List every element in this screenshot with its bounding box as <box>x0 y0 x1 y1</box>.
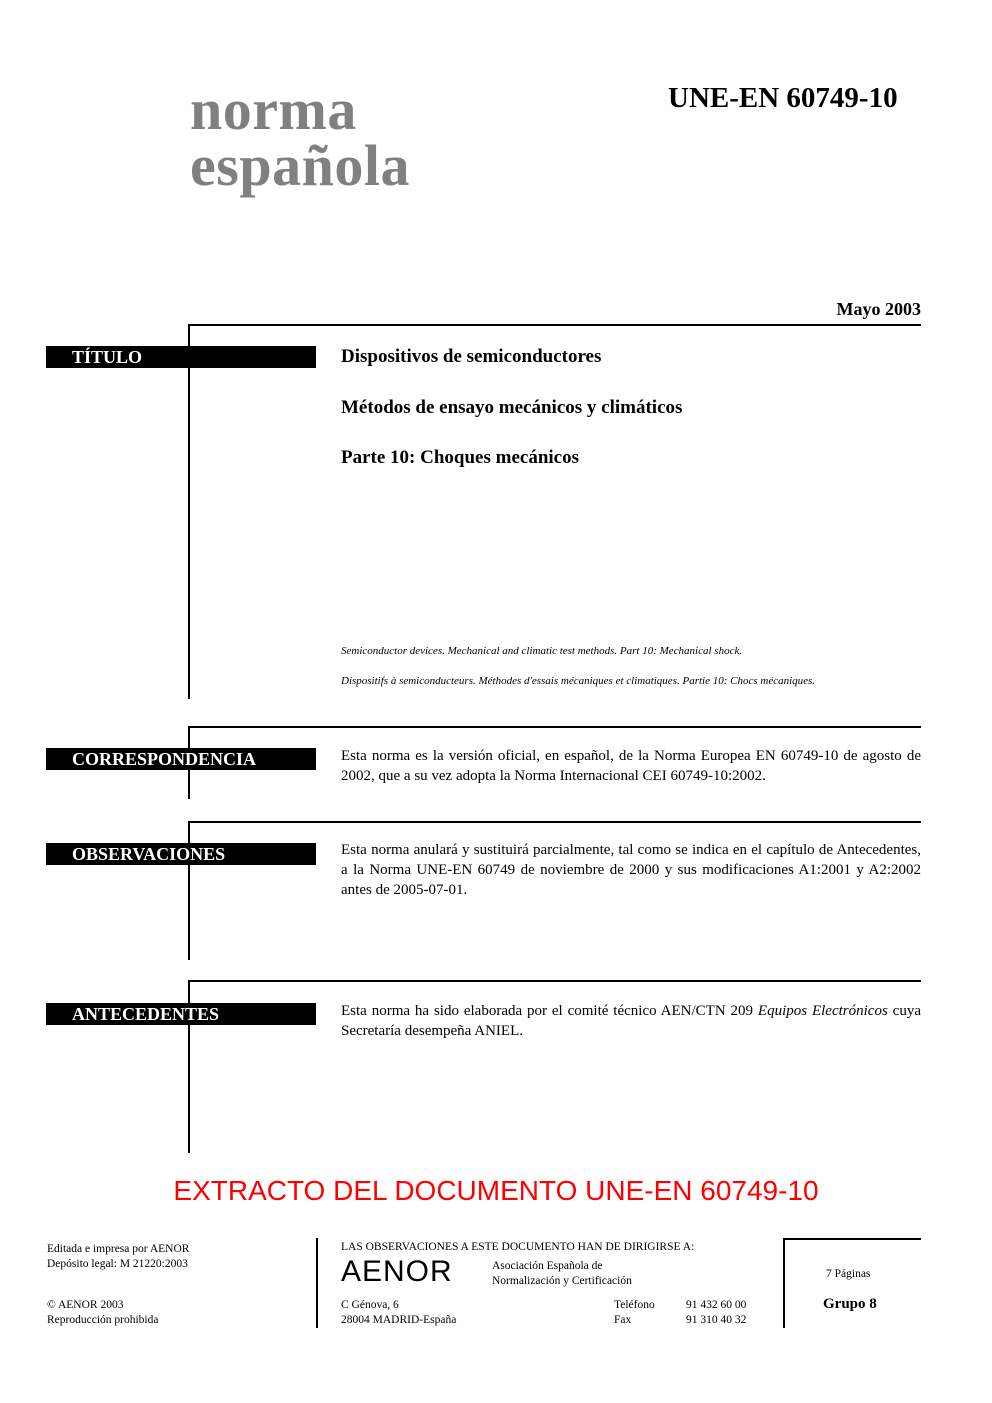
footer-org-line2: Normalización y Certificación <box>492 1275 632 1287</box>
footer-fax-value: 91 310 40 32 <box>686 1314 747 1326</box>
correspondencia-text: Esta norma es la versión oficial, en español, de la Norma Europea EN 60749-10 de agosto de 2002, que a su vez adopta la Norma Internacional CEI 60749-10:2002. <box>341 748 921 784</box>
footer-publisher-block <box>47 1242 189 1272</box>
extract-notice: EXTRACTO DEL DOCUMENTO UNE-EN 60749-10 <box>173 1175 819 1206</box>
footer-reproduction: Reproducción prohibida <box>47 1314 159 1326</box>
divider-correspondencia <box>188 726 921 728</box>
norma-line2: española <box>190 133 410 198</box>
footer-org-line1: Asociación Española de <box>492 1260 603 1272</box>
footer-fax-label: Fax <box>614 1314 632 1326</box>
footer-org-name <box>492 1259 632 1289</box>
french-title: Dispositifs à semiconducteurs. Méthodes d'essais mécaniques et climatiques. Partie 10: Chocs mécaniques. <box>341 675 816 687</box>
antecedentes-committee-name: Equipos Electrónicos <box>757 1003 888 1019</box>
vertical-rule-titulo <box>188 324 190 699</box>
footer-address <box>341 1298 456 1328</box>
footer-legal-deposit: Depósito legal: M 21220:2003 <box>47 1258 188 1270</box>
title-line-1: Dispositivos de semiconductores <box>341 346 602 367</box>
divider-observaciones <box>188 821 921 823</box>
footer-tel-value: 91 432 60 00 <box>686 1299 747 1311</box>
footer-divider-top-right <box>783 1238 921 1240</box>
standard-code: UNE-EN 60749-10 <box>668 82 898 114</box>
observaciones-text: Esta norma anulará y sustituirá parcialmente, tal como se indica en el capítulo de Antecedentes, a la Norma UNE-EN 60749 de noviembre de 2000 y sus modificaciones A1:2001 y A2:2002 antes de 2005-07-01. <box>341 842 921 898</box>
footer-address-street: C Génova, 6 <box>341 1299 399 1311</box>
label-observaciones: OBSERVACIONES <box>46 843 316 865</box>
antecedentes-text-start: Esta norma ha sido elaborada por el comité técnico AEN/CTN 209 <box>341 1003 758 1019</box>
publication-date: Mayo 2003 <box>836 299 921 319</box>
english-title: Semiconductor devices. Mechanical and climatic test methods. Part 10: Mechanical shock. <box>341 645 743 657</box>
footer-tel-label: Teléfono <box>614 1299 655 1311</box>
divider-titulo <box>188 324 921 326</box>
label-antecedentes: ANTECEDENTES <box>46 1003 316 1025</box>
footer-phone-values <box>686 1298 746 1328</box>
footer-copyright: © AENOR 2003 <box>47 1299 124 1311</box>
title-line-3: Parte 10: Choques mecánicos <box>341 447 579 468</box>
vertical-rule-observaciones <box>188 821 190 960</box>
norma-line1: norma <box>190 77 357 142</box>
antecedentes-text <box>341 1001 921 1041</box>
label-titulo: TÍTULO <box>46 346 316 368</box>
antecedentes-text-end: cuya Secretaría desempeña ANIEL. <box>341 1003 921 1039</box>
label-correspondencia: CORRESPONDENCIA <box>46 748 316 770</box>
footer-phone-labels <box>614 1298 655 1328</box>
footer-divider-left <box>316 1238 318 1328</box>
norma-espanola-heading <box>190 77 410 198</box>
aenor-logo: AENOR <box>341 1255 453 1288</box>
footer-copyright-block <box>47 1298 158 1328</box>
footer-publisher: Editada e impresa por AENOR <box>47 1243 190 1255</box>
divider-antecedentes <box>188 980 921 982</box>
footer-page-count: 7 Páginas <box>826 1268 871 1280</box>
title-line-2: Métodos de ensayo mecánicos y climáticos <box>341 397 683 418</box>
footer-price-group: Grupo 8 <box>823 1296 877 1312</box>
footer-divider-right <box>783 1238 785 1328</box>
footer-contact-heading: LAS OBSERVACIONES A ESTE DOCUMENTO HAN DE DIRIGIRSE A: <box>341 1241 695 1253</box>
footer-address-city: 28004 MADRID-España <box>341 1314 457 1326</box>
